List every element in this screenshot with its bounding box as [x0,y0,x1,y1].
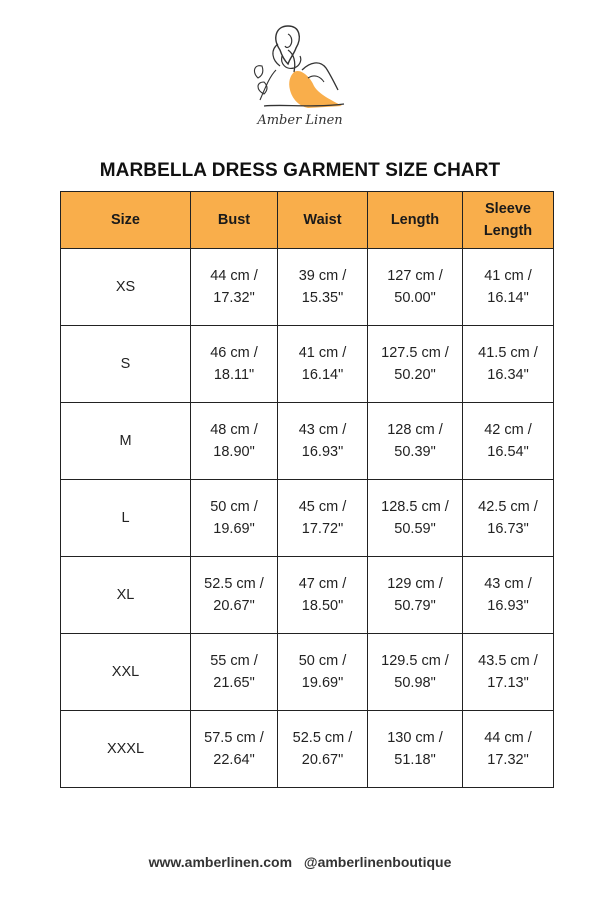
cell-length [368,557,463,634]
cell-value-line: 18.90" [213,444,255,460]
cell-waist [278,403,368,480]
cell-size: M [61,403,191,480]
column-header [61,192,191,249]
brand-logo [240,20,360,132]
cell-waist [278,326,368,403]
cell-bust [191,480,278,557]
cell-length [368,326,463,403]
cell-bust [191,557,278,634]
cell-bust [191,249,278,326]
cell-value-line: 127 cm / [387,268,443,284]
page-title: MARBELLA DRESS GARMENT SIZE CHART [99,160,501,181]
cell-value-line: 50.00" [394,290,436,306]
cell-size: XXL [61,634,191,711]
column-header-label: Length [390,212,440,228]
cell-value-line: 19.69" [301,675,344,691]
cell-value-line: 15.35" [301,290,344,306]
brand-name: Amber Linen [257,113,343,128]
cell-value-line: 129 cm / [387,576,443,592]
footer [0,854,600,870]
cell-value-line: 16.93" [301,444,344,460]
cell-waist [278,480,368,557]
cell-sleeve [463,557,554,634]
column-header [191,192,278,249]
cell-value-line: 18.11" [213,367,255,383]
cell-value-line: 48 cm / [210,422,258,438]
cell-value-line: 43 cm / [298,422,347,438]
cell-size: L [61,480,191,557]
cell-value-line: 50.59" [394,521,436,537]
cell-value-line: 16.34" [487,367,529,383]
cell-value-line: 43 cm / [484,576,532,592]
cell-value-line: 129.5 cm / [381,653,449,669]
cell-value-line: 16.93" [487,598,529,614]
cell-value-line: 50.98" [394,675,436,691]
cell-value-line: 50.79" [394,598,436,614]
cell-value-line: 50 cm / [298,653,347,669]
table-row [61,711,554,788]
cell-value-line: 127.5 cm / [381,345,449,361]
cell-value-line: 17.13" [487,675,529,691]
cell-bust [191,326,278,403]
column-header-label: Sleeve [485,201,531,217]
cell-value-line: 51.18" [394,752,436,768]
cell-value-line: 47 cm / [298,576,347,592]
cell-size: S [61,326,191,403]
cell-waist [278,249,368,326]
cell-value-line: 55 cm / [210,653,258,669]
cell-value-line: 128 cm / [387,422,443,438]
cell-value-line: 41 cm / [484,268,532,284]
size-chart-table [60,191,554,788]
cell-sleeve [463,326,554,403]
cell-value-line: 50.39" [394,444,436,460]
cell-value-line: 52.5 cm / [292,730,353,746]
cell-value-line: 22.64" [213,752,255,768]
cell-length [368,403,463,480]
cell-length [368,249,463,326]
cell-value-line: 17.32" [213,290,255,306]
cell-value-line: 16.54" [487,444,529,460]
cell-length [368,711,463,788]
table-row [61,403,554,480]
cell-size: XL [61,557,191,634]
cell-bust [191,403,278,480]
cell-value-line: 17.72" [301,521,344,537]
table-row [61,326,554,403]
cell-value-line: 16.73" [487,521,529,537]
table-row [61,249,554,326]
cell-value-line: 50.20" [394,367,436,383]
cell-value-line: 46 cm / [210,345,258,361]
cell-value-line: 45 cm / [298,499,347,515]
table-row [61,557,554,634]
table-row [61,480,554,557]
cell-value-line: 16.14" [487,290,529,306]
column-header-label: Size [110,212,140,228]
cell-value-line: 41.5 cm / [478,345,538,361]
cell-value-line: 39 cm / [298,268,347,284]
column-header-label: Waist [303,212,342,228]
cell-value-line: 42 cm / [484,422,532,438]
table-header-row [61,192,554,249]
social-handle[interactable]: @amberlinenboutique [303,854,452,870]
cell-length [368,634,463,711]
cell-sleeve [463,480,554,557]
cell-value-line: 43.5 cm / [478,653,538,669]
cell-value-line: 16.14" [301,367,344,383]
cell-size: XS [61,249,191,326]
cell-value-line: 44 cm / [484,730,532,746]
cell-value-line: 20.67" [301,752,344,768]
cell-sleeve [463,403,554,480]
cell-bust [191,711,278,788]
woman-illustration-icon [250,20,350,112]
cell-bust [191,634,278,711]
cell-value-line: 17.32" [487,752,529,768]
cell-length [368,480,463,557]
cell-waist [278,557,368,634]
cell-value-line: 52.5 cm / [204,576,264,592]
column-header-label: Length [483,223,533,239]
column-header-label: Bust [217,212,251,228]
cell-value-line: 50 cm / [210,499,258,515]
column-header [278,192,368,249]
cell-value-line: 128.5 cm / [381,499,449,515]
cell-waist [278,634,368,711]
cell-size: XXXL [61,711,191,788]
cell-value-line: 20.67" [213,598,255,614]
cell-value-line: 42.5 cm / [478,499,538,515]
cell-sleeve [463,249,554,326]
website-link[interactable]: www.amberlinen.com [148,854,293,870]
cell-value-line: 19.69" [213,521,255,537]
column-header [368,192,463,249]
cell-value-line: 21.65" [213,675,255,691]
cell-value-line: 44 cm / [210,268,258,284]
column-header [463,192,554,249]
cell-waist [278,711,368,788]
cell-value-line: 57.5 cm / [204,730,264,746]
cell-sleeve [463,711,554,788]
cell-value-line: 130 cm / [387,730,443,746]
table-row [61,634,554,711]
cell-value-line: 18.50" [301,598,344,614]
cell-value-line: 41 cm / [298,345,347,361]
cell-sleeve [463,634,554,711]
table-body [61,249,554,788]
